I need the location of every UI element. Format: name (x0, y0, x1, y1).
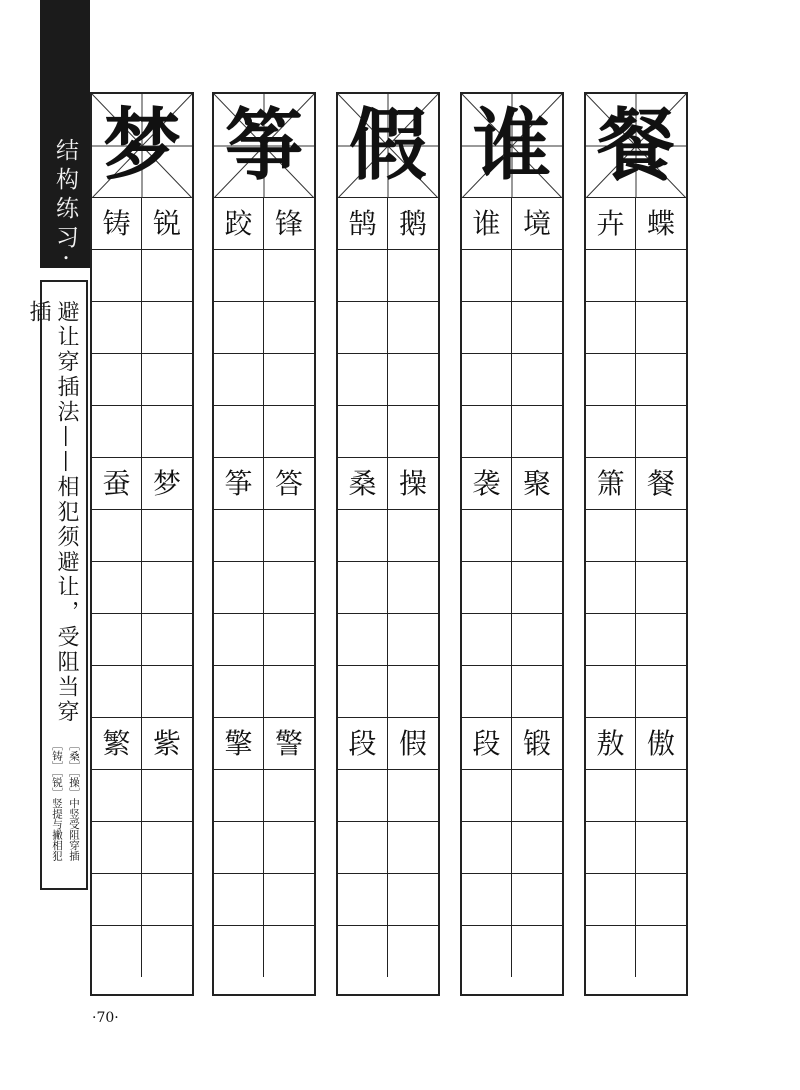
grid-row (92, 458, 192, 510)
practice-cell (586, 822, 636, 873)
practice-cell: 锐 (152, 206, 181, 240)
grid-row (338, 562, 438, 614)
practice-cell (142, 614, 192, 665)
section-title: 结构练习· (52, 138, 78, 268)
practice-cell: 谁 (462, 198, 512, 249)
model-character-cell (214, 94, 314, 198)
practice-cell (338, 302, 388, 353)
grid-row (462, 874, 562, 926)
practice-cell (92, 406, 142, 457)
grid-row (586, 406, 686, 458)
practice-cell: 锋 (274, 206, 303, 240)
grid-row (586, 562, 686, 614)
grid-row (586, 302, 686, 354)
practice-cell (214, 250, 264, 301)
practice-cell (92, 562, 142, 613)
practice-cell (142, 666, 192, 717)
grid-row (214, 406, 314, 458)
grid-row (214, 822, 314, 874)
practice-cell (586, 770, 636, 821)
practice-cell (636, 406, 686, 457)
practice-cell (338, 770, 388, 821)
model-character: 筝 (224, 100, 303, 191)
practice-column (584, 92, 688, 996)
practice-cell (264, 770, 314, 821)
model-character-cell (462, 94, 562, 198)
grid-row (338, 250, 438, 302)
practice-cell (636, 354, 686, 405)
grid-row (92, 926, 192, 978)
grid-row (338, 718, 438, 770)
practice-cell (92, 614, 142, 665)
grid-row (214, 614, 314, 666)
practice-cell: 假 (398, 726, 427, 760)
grid-row (338, 770, 438, 822)
practice-cell (338, 614, 388, 665)
practice-cell (264, 302, 314, 353)
grid-row (586, 874, 686, 926)
practice-cell (338, 822, 388, 873)
grid-row (92, 718, 192, 770)
grid-row (462, 770, 562, 822)
practice-cell (214, 874, 264, 925)
practice-cell (636, 770, 686, 821)
model-character-cell (338, 94, 438, 198)
practice-cell: 警 (274, 726, 303, 760)
practice-column (460, 92, 564, 996)
practice-cell (512, 562, 562, 613)
grid-row (338, 510, 438, 562)
practice-cell (586, 562, 636, 613)
practice-cell (512, 874, 562, 925)
practice-cell (586, 874, 636, 925)
practice-cell (512, 822, 562, 873)
practice-cell (142, 406, 192, 457)
practice-cell (338, 874, 388, 925)
practice-grid (586, 198, 686, 978)
model-character: 餐 (596, 100, 675, 191)
practice-cell (636, 926, 686, 977)
grid-row (462, 562, 562, 614)
practice-cell: 卉 (586, 198, 636, 249)
practice-cell (636, 614, 686, 665)
grid-row (214, 198, 314, 250)
practice-cell: 锻 (522, 726, 551, 760)
grid-row (214, 718, 314, 770)
grid-row (586, 718, 686, 770)
practice-cell (92, 250, 142, 301)
practice-cell (462, 770, 512, 821)
practice-cell (214, 770, 264, 821)
practice-cell: 跤 (214, 198, 264, 249)
grid-row (214, 302, 314, 354)
practice-cell (462, 666, 512, 717)
practice-cell: 段 (462, 718, 512, 769)
practice-cell (512, 406, 562, 457)
practice-cell (388, 874, 438, 925)
model-character: 梦 (102, 100, 181, 191)
practice-cell (264, 562, 314, 613)
grid-row (92, 354, 192, 406)
practice-cell (462, 874, 512, 925)
practice-cell (264, 406, 314, 457)
grid-row (92, 302, 192, 354)
practice-cell (512, 302, 562, 353)
practice-cell (338, 926, 388, 977)
practice-cell (142, 562, 192, 613)
grid-row (338, 822, 438, 874)
grid-row (462, 250, 562, 302)
grid-row (214, 458, 314, 510)
practice-cell: 桑 (338, 458, 388, 509)
grid-row (462, 406, 562, 458)
practice-cell (512, 926, 562, 977)
practice-cell: 段 (338, 718, 388, 769)
practice-cell (512, 614, 562, 665)
practice-cell (338, 562, 388, 613)
grid-row (92, 822, 192, 874)
page-number: ·70· (92, 1010, 119, 1026)
grid-row (338, 614, 438, 666)
grid-row (462, 198, 562, 250)
practice-cell (214, 354, 264, 405)
practice-cell (586, 614, 636, 665)
grid-row (214, 354, 314, 406)
practice-grid (338, 198, 438, 978)
grid-row (92, 614, 192, 666)
practice-cell: 筝 (214, 458, 264, 509)
practice-column (90, 92, 194, 996)
section-tab (40, 0, 90, 268)
practice-cell (142, 874, 192, 925)
grid-row (92, 770, 192, 822)
practice-cell: 箫 (586, 458, 636, 509)
practice-cell (462, 562, 512, 613)
practice-cell (636, 666, 686, 717)
practice-grid (462, 198, 562, 978)
grid-row (214, 562, 314, 614)
practice-cell (512, 250, 562, 301)
grid-row (92, 510, 192, 562)
practice-cell (462, 614, 512, 665)
grid-row (586, 250, 686, 302)
grid-row (462, 926, 562, 978)
practice-cell (636, 302, 686, 353)
grid-row (586, 198, 686, 250)
practice-cell (586, 926, 636, 977)
practice-cell (214, 926, 264, 977)
practice-cell (92, 666, 142, 717)
grid-row (586, 354, 686, 406)
practice-cell (264, 354, 314, 405)
practice-cell (142, 250, 192, 301)
grid-row (586, 926, 686, 978)
practice-cell: 聚 (522, 466, 551, 500)
practice-cell (264, 250, 314, 301)
practice-cell (388, 562, 438, 613)
practice-cell (388, 354, 438, 405)
practice-column (212, 92, 316, 996)
practice-cell (462, 926, 512, 977)
practice-cell (92, 926, 142, 977)
practice-cell (92, 822, 142, 873)
practice-cell (388, 666, 438, 717)
practice-cell (388, 510, 438, 561)
practice-cell (636, 510, 686, 561)
practice-cell (338, 250, 388, 301)
grid-row (92, 666, 192, 718)
practice-cell (462, 822, 512, 873)
practice-cell (586, 666, 636, 717)
model-character: 谁 (472, 100, 551, 191)
practice-cell (142, 770, 192, 821)
practice-grid (92, 198, 192, 978)
practice-cell (214, 822, 264, 873)
grid-row (338, 926, 438, 978)
practice-cell (214, 666, 264, 717)
practice-grid (214, 198, 314, 978)
model-character-cell (586, 94, 686, 198)
grid-row (214, 666, 314, 718)
practice-cell: 铸 (92, 198, 142, 249)
grid-row (586, 614, 686, 666)
practice-cell: 傲 (646, 726, 675, 760)
practice-cell (338, 406, 388, 457)
practice-cell (388, 302, 438, 353)
practice-cell (92, 302, 142, 353)
practice-cell (338, 354, 388, 405)
practice-cell: 蝶 (646, 206, 675, 240)
grid-row (462, 614, 562, 666)
model-character-cell (92, 94, 192, 198)
practice-cell (264, 666, 314, 717)
practice-cell (388, 822, 438, 873)
practice-cell (462, 510, 512, 561)
grid-row (586, 822, 686, 874)
practice-cell (142, 302, 192, 353)
practice-cell: 敖 (586, 718, 636, 769)
practice-cell (636, 562, 686, 613)
grid-row (92, 406, 192, 458)
practice-cell (338, 510, 388, 561)
practice-cell: 擎 (214, 718, 264, 769)
practice-cell (462, 354, 512, 405)
lesson-heading: 避让穿插法——相犯须避让，受阻当穿插 (26, 300, 79, 725)
grid-row (214, 510, 314, 562)
practice-cell (388, 406, 438, 457)
lesson-notes: ［桑］［操］中竖受阻穿插［铸］［锐］竖提与撇相犯 (51, 740, 80, 861)
grid-row (92, 250, 192, 302)
grid-row (462, 458, 562, 510)
practice-cell: 操 (398, 466, 427, 500)
grid-row (586, 510, 686, 562)
grid-row (338, 666, 438, 718)
practice-cell: 鹅 (398, 206, 427, 240)
practice-cell (512, 354, 562, 405)
practice-cell (388, 614, 438, 665)
practice-cell (214, 510, 264, 561)
practice-cell (264, 510, 314, 561)
practice-cell (264, 874, 314, 925)
grid-row (586, 458, 686, 510)
grid-row (338, 302, 438, 354)
practice-cell (462, 302, 512, 353)
practice-cell: 梦 (152, 466, 181, 500)
practice-cell: 答 (274, 466, 303, 500)
practice-cell (264, 822, 314, 873)
model-character: 假 (348, 100, 427, 191)
grid-row (338, 458, 438, 510)
practice-cell (636, 250, 686, 301)
practice-cell (142, 354, 192, 405)
practice-cell (586, 354, 636, 405)
practice-cell: 蚕 (92, 458, 142, 509)
practice-cell (512, 770, 562, 821)
practice-cell (462, 406, 512, 457)
practice-cell (586, 510, 636, 561)
grid-row (462, 666, 562, 718)
grid-row (92, 198, 192, 250)
practice-cell: 鹄 (338, 198, 388, 249)
practice-cell (214, 614, 264, 665)
grid-row (462, 354, 562, 406)
grid-row (462, 822, 562, 874)
practice-cell: 袭 (462, 458, 512, 509)
practice-cell (586, 406, 636, 457)
practice-cell (512, 666, 562, 717)
grid-row (214, 926, 314, 978)
practice-cell (636, 874, 686, 925)
practice-cell (92, 510, 142, 561)
practice-cell (338, 666, 388, 717)
practice-cell (388, 926, 438, 977)
practice-cell (388, 770, 438, 821)
practice-cell (142, 926, 192, 977)
grid-row (462, 510, 562, 562)
practice-cell: 餐 (646, 466, 675, 500)
practice-cell: 境 (522, 206, 551, 240)
grid-row (462, 718, 562, 770)
practice-cell (586, 250, 636, 301)
practice-cell (512, 510, 562, 561)
practice-cell (214, 562, 264, 613)
practice-cell (92, 354, 142, 405)
practice-cell: 繁 (92, 718, 142, 769)
practice-cell (142, 510, 192, 561)
grid-row (338, 406, 438, 458)
practice-cell (214, 406, 264, 457)
practice-cell (388, 250, 438, 301)
grid-row (586, 666, 686, 718)
grid-row (214, 874, 314, 926)
practice-cell (142, 822, 192, 873)
grid-row (92, 562, 192, 614)
practice-cell (214, 302, 264, 353)
practice-cell (92, 770, 142, 821)
grid-row (338, 198, 438, 250)
practice-cell (264, 614, 314, 665)
practice-cell (92, 874, 142, 925)
practice-cell: 紫 (152, 726, 181, 760)
grid-row (462, 302, 562, 354)
practice-column (336, 92, 440, 996)
grid-row (214, 250, 314, 302)
grid-row (338, 874, 438, 926)
practice-cell (586, 302, 636, 353)
practice-cell (264, 926, 314, 977)
grid-row (214, 770, 314, 822)
grid-row (92, 874, 192, 926)
practice-cell (462, 250, 512, 301)
grid-row (338, 354, 438, 406)
practice-cell (636, 822, 686, 873)
grid-row (586, 770, 686, 822)
